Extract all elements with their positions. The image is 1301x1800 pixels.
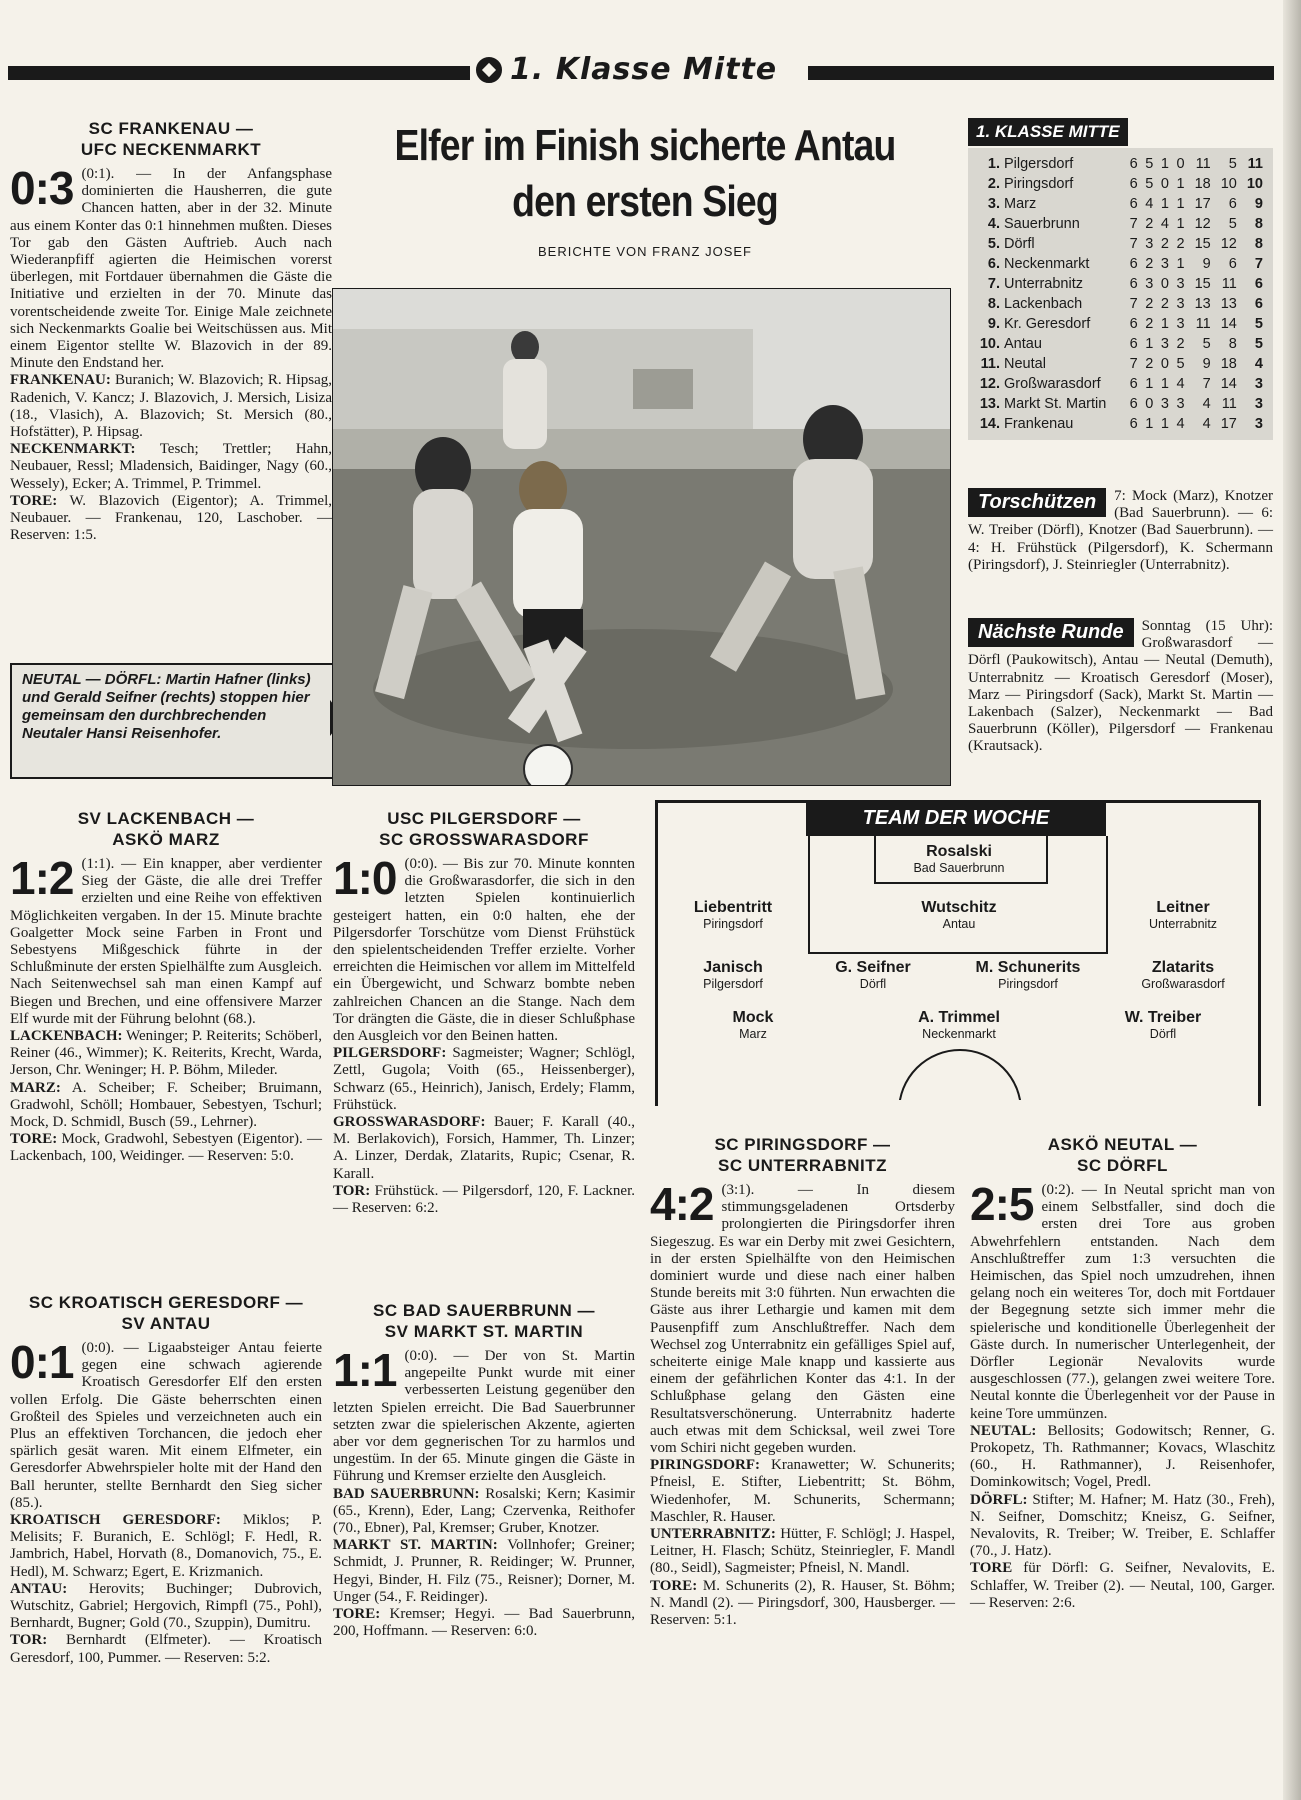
lineup-label: DÖRFL:	[970, 1491, 1028, 1508]
stat: 9	[1254, 196, 1263, 212]
photo-caption	[10, 663, 334, 779]
score: 0:3	[10, 162, 74, 214]
stat: 4	[1254, 356, 1263, 372]
lineup-label: UNTERRABNITZ:	[650, 1526, 776, 1543]
article-head: SV ANTAU	[121, 1314, 211, 1333]
stat: 3	[1145, 276, 1154, 292]
standings-row	[976, 234, 1265, 254]
goals-label: TOR:	[333, 1182, 371, 1199]
stat: 11	[1221, 276, 1237, 292]
score: 0:1	[10, 1336, 74, 1388]
team-name: Neutal	[1004, 356, 1046, 372]
standings-row	[976, 394, 1265, 414]
match-photo	[332, 288, 951, 786]
stat: 6	[1254, 296, 1263, 312]
stat: 11	[1195, 156, 1211, 172]
team-player: Leitner Unterrabnitz	[1148, 899, 1218, 931]
stat: 6	[1129, 376, 1138, 392]
article-head: SV LACKENBACH —	[77, 809, 255, 828]
stat: 5	[1145, 156, 1154, 172]
lineup-label: GROSSWARASDORF:	[333, 1114, 486, 1131]
stat: 8	[1228, 336, 1237, 352]
article-neutal	[970, 1134, 1275, 1612]
stat: 2	[1145, 256, 1154, 272]
stat: 2	[1145, 316, 1154, 332]
rank: 6.	[987, 256, 1000, 272]
stat: 7	[1254, 256, 1263, 272]
stat: 7	[1129, 296, 1138, 312]
team-name: Dörfl	[1004, 236, 1035, 252]
stat: 5	[1145, 176, 1154, 192]
article-head: SC GROSSWARASDORF	[379, 830, 589, 849]
lineup: Tesch; Trettler; Hahn, Neubauer, Ressl; Mladensich, Baidinger, Nagy (60., Wessely), Ecker; A. Trimmel, P. Trimmel.	[10, 441, 332, 492]
lineup-label: ANTAU:	[10, 1580, 68, 1597]
league-table	[968, 148, 1273, 440]
team-name: Frankenau	[1004, 416, 1074, 432]
score: 2:5	[970, 1178, 1034, 1230]
stat: 2	[1176, 236, 1185, 252]
score: 1:0	[333, 852, 397, 904]
lineup-label: FRANKENAU:	[10, 372, 111, 389]
standings-row	[976, 354, 1265, 374]
headline-byline: BERICHTE VON FRANZ JOSEF	[538, 244, 752, 259]
next-round-text: Sonntag (15 Uhr): Großwarasdorf — Dörfl (Paukowitsch), Antau — Neutal (Demuth), Unterrabnitz — Kroatisch Geresdorf (Moser), Marz — Piringsdorf (Sack), Markt St. Martin — Lakenbach (Salzer), Neckenmarkt — Bad Sauerbrunn (Köller), Pilgersdorf — Frankenau (Krautsack).	[968, 618, 1273, 755]
stat: 4	[1202, 416, 1211, 432]
stat: 18	[1194, 176, 1211, 192]
stat: 3	[1254, 416, 1263, 432]
team-player: Janisch Pilgersdorf	[703, 959, 763, 991]
standings-row	[976, 414, 1265, 434]
article-head: SC FRANKENAU —	[88, 119, 254, 138]
stat: 4	[1176, 416, 1185, 432]
team-name: Antau	[1004, 336, 1042, 352]
banner-bar-left	[8, 66, 470, 80]
lineup: Buranich; W. Blazovich; R. Hipsag, Radenich, V. Kancz; J. Blazovich, J. Mersich, Lisiza (18., Vlasich), A. Blazovich; St. Mersich (80., Hofstätter), P. Hipsag.	[10, 372, 332, 441]
page-edge	[1283, 0, 1301, 1800]
stat: 13	[1220, 296, 1237, 312]
stat: 4	[1202, 396, 1211, 412]
photo-caption-text: NEUTAL — DÖRFL: Martin Hafner (links) und Gerald Seifner (rechts) stoppen hier gemeinsam den durchbrechenden Neutaler Hansi Reisenhofer.	[22, 671, 311, 742]
article-lackenbach	[10, 808, 322, 1166]
stat: 1	[1176, 176, 1185, 192]
stat: 15	[1194, 236, 1211, 252]
headline	[345, 118, 945, 259]
rank: 3.	[987, 196, 1000, 212]
score: 4:2	[650, 1178, 714, 1230]
banner-title: 1. Klasse Mitte	[510, 52, 778, 87]
stat: 3	[1160, 336, 1169, 352]
stat: 6	[1129, 396, 1138, 412]
article-text: (3:1). — In diesem stimmungsgeladenen Ortsderby prolongierten die Piringsdorfer ihren Siegeszug. Es war ein Derby mit zwei Gesichtern, in der ersten Spielhälfte von den Heimischen dominiert wurde und diese nach einer halben Stunde bereits mit 3:0 führten. Nun erwachten die Gäste aus ihrer Lethargie und kamen mit dem Pausenpfiff zum Anschlußtreffer. Nach dem Wechsel zog Unterrabnitz ein gefälliges Spiel auf, scheiterte einige Male knapp und kassierte aus einem der gefährlichen Konter das 4:1. In der Schlußphase gelang den Gästen eine Resultatsverschönerung. Unterrabnitz haderte auch etwas mit dem Schicksal, weil zwei Tore vom Schiri nicht gegeben wurden.	[650, 1182, 955, 1457]
stat: 6	[1129, 176, 1138, 192]
article-text: (0:1). — In der Anfangsphase dominierten die Hausherren, die gute Chancen hatten, aber in der 32. Minute aus einem Konter das 0:1 hinnehmen mußten. Dieses Tor gab den Gästen Auftrieb. Auch nach Wiederanpfiff agierten die Heimischen vorerst überlegen, mit Fortdauer übernahmen die Gäste die Initiative und erzielten in der 70. Minute das vorentscheidende zweite Tor. Einige Male zeichnete sich Neckenmarkts Goalie bei Weitschüssen aus. Mit einem Eigentor stellte W. Blazovich in der 89. Minute den Endstand her.	[10, 166, 332, 372]
team-name: Lackenbach	[1004, 296, 1083, 312]
lineup: Miklos; P. Melisits; F. Buranich, E. Schlögl; F. Hedl, R. Jambrich, Habel, Horvath (8., Domanovich, 75., E. Hedl), M. Schwarz; Egert, E. Krizmanich.	[10, 1512, 323, 1580]
goals: W. Blazovich (Eigentor); A. Trimmel, Neubauer. — Frankenau, 120, Laschober. — Reserven: 1:5.	[10, 492, 333, 544]
standings-row	[976, 374, 1265, 394]
team-name: Pilgersdorf	[1004, 156, 1074, 172]
stat: 2	[1145, 296, 1154, 312]
article-head: SC BAD SAUERBRUNN —	[372, 1301, 595, 1320]
scorers-text: 7: Mock (Marz), Knotzer (Bad Sauerbrunn). — 6: W. Treiber (Dörfl), Knotzer (Bad Sauerbrunn). — 4: H. Frühstück (Pilgersdorf), K. Schermann (Piringsdorf), J. Steinriegler (Unterrabnitz).	[968, 488, 1273, 573]
stat: 1	[1176, 196, 1185, 212]
stat: 1	[1145, 336, 1154, 352]
lineup-label: BAD SAUERBRUNN:	[333, 1485, 480, 1502]
rank: 7.	[987, 276, 1000, 292]
scorers-label: Torschützen	[968, 488, 1106, 517]
goals: M. Schunerits (2), R. Hauser, St. Böhm; N. Mandl (2). — Piringsdorf, 300, Hausberger. — Reserven: 5:1.	[650, 1577, 956, 1629]
stat: 7	[1129, 356, 1138, 372]
article-text: (0:2). — In Neutal spricht man von einem Selbstfaller, sind doch die ersten drei Tore aus groben Abwehrfehlern entstanden. Nach dem Anschlußtreffer zum 1:3 versuchten die Heimischen, das Spiel noch umzudrehen, ihnen gelang noch ein weiteres Tor, doch mit Fortdauer der Begegnung setzte sich immer mehr die spielerische und konditionelle Überlegenheit der Gäste durch. In numerischer Unterlegenheit, der Dörfler Legionär Nevalovits wurde ausgeschlossen (77.), gelangen zwei weitere Tore. Neutal konnte die Überlegenheit vor der Pause in keine Tore ummünzen.	[970, 1182, 1275, 1422]
stat: 3	[1160, 256, 1169, 272]
stat: 1	[1160, 376, 1169, 392]
article-geresdorf	[10, 1292, 322, 1667]
goals-label: TORE:	[10, 492, 58, 509]
lineup-label: NECKENMARKT:	[10, 441, 136, 458]
rank: 2.	[987, 176, 1000, 192]
team-player: Mock Marz	[732, 1009, 774, 1041]
rank: 10.	[979, 336, 1000, 352]
rank: 1.	[987, 156, 1000, 172]
stat: 3	[1176, 296, 1185, 312]
goals-label: TORE:	[10, 1131, 58, 1148]
standings-row	[976, 254, 1265, 274]
standings-row	[976, 154, 1265, 174]
stat: 6	[1228, 256, 1237, 272]
stat: 17	[1194, 196, 1211, 212]
article-head: SC DÖRFL	[1077, 1156, 1168, 1175]
standings-row	[976, 194, 1265, 214]
stat: 6	[1129, 276, 1138, 292]
stat: 3	[1160, 396, 1169, 412]
lineup: Hütter, F. Schlögl; J. Haspel, Leitner, H. Flasch; Schütz, Steinriegler, F. Mandl (80., Seidl), Sagmeister; Pfneisl, N. Mandl.	[650, 1526, 955, 1577]
stat: 15	[1194, 276, 1211, 292]
stat: 6	[1254, 276, 1263, 292]
stat: 1	[1145, 376, 1154, 392]
lineup-label: LACKENBACH:	[10, 1028, 123, 1045]
goals-label: TORE:	[333, 1606, 381, 1623]
stat: 2	[1145, 216, 1154, 232]
score: 1:1	[333, 1344, 397, 1396]
team-player: M. Schunerits Piringsdorf	[975, 959, 1081, 991]
match-photo-image	[333, 289, 950, 785]
stat: 17	[1220, 416, 1237, 432]
team-of-week	[655, 800, 1261, 1106]
stat: 9	[1202, 256, 1211, 272]
stat: 4	[1176, 376, 1185, 392]
article-head: SC KROATISCH GERESDORF —	[28, 1293, 304, 1312]
stat: 2	[1145, 356, 1154, 372]
stat: 4	[1145, 196, 1154, 212]
stat: 6	[1129, 256, 1138, 272]
team-name: Neckenmarkt	[1004, 256, 1090, 272]
lineup: Sagmeister; Wagner; Schlögl, Zettl, Gugola; Voith (65., Heissenberger), Schwarz (65., Heinrich), Janisch, Erdely; Flamm, Frühstück.	[333, 1045, 635, 1113]
team-name: Sauerbrunn	[1004, 216, 1080, 232]
lineup-label: KROATISCH GERESDORF:	[10, 1512, 221, 1529]
stat: 1	[1160, 156, 1169, 172]
stat: 11	[1221, 396, 1237, 412]
stat: 8	[1254, 216, 1263, 232]
stat: 6	[1129, 316, 1138, 332]
banner-bar-right	[808, 66, 1274, 80]
stat: 3	[1254, 396, 1263, 412]
stat: 9	[1202, 356, 1211, 372]
standings-row	[976, 294, 1265, 314]
stat: 5	[1254, 336, 1263, 352]
lineup: Bellosits; Godowitsch; Renner, G. Prokopetz, Th. Rathmanner; Kovacs, Wlaschitz (60., H. Rathmanner), J. Reisenhofer, Dominkowitsch; Vogel, Predl.	[970, 1422, 1276, 1491]
goals: Kremser; Hegyi. — Bad Sauerbrunn, 200, Hoffmann. — Reserven: 6:0.	[333, 1606, 635, 1640]
lineup: Vollnhofer; Greiner; Schmidt, J. Prunner, R. Reidinger; W. Prunner, Hegyi, Binder, H. Filz (75., Reisner); Dorner, M. Unger (54., F. Reidinger).	[333, 1537, 635, 1605]
article-head: USC PILGERSDORF —	[387, 809, 581, 828]
article-text: (1:1). — Ein knapper, aber verdienter Sieg der Gäste, die alle drei Treffer erzielten und eine Reihe von effektiven Möglichkeiten vergaben. In der 15. Minute brachte Goalgetter Mock seine Farben in Front und Sebestyens Mißgeschick führte in der Schlußminute der ersten Spielhälfte zum Ausgleich. Nach Seitenwechsel sah man einen Kampf auf Biegen und Brechen, und eine offensivere Marzer Elf wurde mit der Führung belohnt (68.).	[10, 856, 322, 1027]
rank: 14.	[979, 416, 1000, 432]
standings-row	[976, 214, 1265, 234]
article-sauerbrunn	[333, 1300, 635, 1640]
lineup-label: NEUTAL:	[970, 1422, 1037, 1439]
rank: 12.	[979, 376, 1000, 392]
article-piringsdorf	[650, 1134, 955, 1629]
stat: 2	[1160, 296, 1169, 312]
next-round-box	[968, 618, 1273, 756]
stat: 13	[1194, 296, 1211, 312]
article-head: SC UNTERRABNITZ	[718, 1156, 887, 1175]
stat: 1	[1176, 216, 1185, 232]
stat: 1	[1160, 316, 1169, 332]
article-text: (0:0). — Ligaabsteiger Antau feierte gegen eine schwach agierende Kroatisch Geresdorfer Elf den ersten vollen Erfolg. Die Gäste beherrschten einen Großteil des Spieles und verzeichneten auch ein Plus an effektiven Torchancen, die jedoch eher spärlich gesät waren. Mit einem Elfmeter, ein Geresdorfer Abwehrspieler holte mit der Hand den Ball herunter, stellte Bernhardt den Sieg sicher (85.).	[10, 1340, 322, 1511]
stat: 1	[1160, 416, 1169, 432]
stat: 7	[1129, 236, 1138, 252]
article-head: ASKÖ MARZ	[112, 830, 220, 849]
stat: 2	[1160, 236, 1169, 252]
team-player: A. Trimmel Neckenmarkt	[918, 1009, 1000, 1041]
stat: 5	[1176, 356, 1185, 372]
stat: 0	[1160, 176, 1169, 192]
lineup-label: PIRINGSDORF:	[650, 1457, 761, 1474]
team-title-bar	[806, 800, 1106, 836]
next-round-label: Nächste Runde	[968, 618, 1134, 647]
rank: 9.	[987, 316, 1000, 332]
standings-row	[976, 314, 1265, 334]
stat: 3	[1176, 276, 1185, 292]
article-pilgersdorf	[333, 808, 635, 1217]
stat: 11	[1195, 316, 1211, 332]
article-text: (0:0). — Der von St. Martin angepeilte Punkt wurde mit einer verbesserten Leistung gegenüber den letzten Spielen erreicht. Die Bad Sauerbrunner setzten zwar die spielerischen Akzente, agierten aber vor dem gegnerischen Tor zu harmlos und ungestüm. In der 65. Minute gingen die Gäste in Führung und Kremser erzielte den Ausgleich.	[333, 1348, 635, 1485]
article-head: UFC NECKENMARKT	[80, 140, 262, 159]
stat: 1	[1145, 416, 1154, 432]
rank: 4.	[987, 216, 1000, 232]
team-title: TEAM DER WOCHE	[862, 807, 1050, 829]
lineup-label: MARZ:	[10, 1079, 61, 1096]
lineup: A. Scheiber; F. Scheiber; Bruimann, Gradwohl, Schöll; Hombauer, Sebestyen, Tschurl; Mock, D. Schmidl, Busch (59., Lehrner).	[10, 1079, 322, 1131]
article-text: (0:0). — Bis zur 70. Minute konnten die Großwarasdorfer, die sich in den letzten Spielen kontinuierlich gesteigert hatten, ein 0:0 halten, ehe der Pilgersdorfer Torschütze vom Dienst Frühstück den spielentscheidenden Treffer erzielte. Vorher erreichten die Heimischen vor allem im Mittelfeld ein Übergewicht, und Schwarz bombte neben zahlreichen Chancen an die Stange. Nach dem Tor drängten die Gäste, die in dieser Schlußphase den Ausgleich vor den Beinen hatten.	[333, 856, 635, 1045]
stat: 10	[1246, 176, 1263, 192]
standings-row	[976, 174, 1265, 194]
stat: 6	[1129, 416, 1138, 432]
lineup: Rosalski; Kern; Kasimir (65., Krenn), Eder, Lang; Czervenka, Reithofer (70., Ebner), Pal, Kremser; Gruber, Knotzer.	[333, 1485, 635, 1537]
league-table-title: 1. KLASSE MITTE	[968, 118, 1128, 146]
team-name: Unterrabnitz	[1004, 276, 1083, 292]
lineup: Stifter; M. Hafner; M. Hatz (30., Freh), N. Seifner, Domschitz; Kneisz, G. Seifner, Nevalovits, R. Treiber; W. Treiber, E. Schlaffer (70., J. Hatz).	[970, 1491, 1275, 1560]
stat: 3	[1176, 396, 1185, 412]
goals: Mock, Gradwohl, Sebestyen (Eigentor). — Lackenbach, 100, Weidinger. — Reserven: 5:0.	[10, 1131, 322, 1165]
team-player: W. Treiber Dörfl	[1124, 1009, 1202, 1041]
stat: 7	[1202, 376, 1211, 392]
rank: 5.	[987, 236, 1000, 252]
stat: 5	[1228, 156, 1237, 172]
team-name: Markt St. Martin	[1004, 396, 1107, 412]
rank: 11.	[980, 356, 1000, 372]
team-name: Piringsdorf	[1004, 176, 1074, 192]
lineup: Kranawetter; W. Schunerits; Pfneisl, E. Stifter, Liebentritt; St. Böhm, Wiedenhofer, M. Schunerits, Schermann; Maschler, R. Hauser.	[650, 1457, 955, 1525]
standings-row	[976, 334, 1265, 354]
rank: 13.	[979, 396, 1000, 412]
stat: 12	[1194, 216, 1211, 232]
lineup-label: MARKT ST. MARTIN:	[333, 1537, 498, 1554]
score: 1:2	[10, 852, 74, 904]
goals: für Dörfl: G. Seifner, Nevalovits, E. Schlaffer, W. Treiber (2). — Neutal, 100, Garger. — Reserven: 2:6.	[970, 1560, 1275, 1611]
stat: 12	[1220, 236, 1237, 252]
stat: 1	[1160, 196, 1169, 212]
standings-row	[976, 274, 1265, 294]
team-name: Marz	[1004, 196, 1037, 212]
stat: 3	[1254, 376, 1263, 392]
stat: 3	[1145, 236, 1154, 252]
article-head: SV MARKT ST. MARTIN	[384, 1322, 584, 1341]
lineup: Weninger; P. Reiterits; Schöberl, Reiner (46., Wimmer); K. Reiterits, Krecht, Warda, Jerson, Chr. Weninger; H. P. Böhm, Mileder.	[10, 1028, 323, 1079]
stat: 4	[1160, 216, 1169, 232]
stat: 6	[1228, 196, 1237, 212]
team-player: Liebentritt Piringsdorf	[693, 899, 773, 931]
lineup: Bauer; F. Karall (40., M. Berlakovich), Forsich, Hammer, Th. Linzer; A. Linzer, Derdak, Zlatarits, Rupic; Csenar, R. Karall.	[333, 1114, 635, 1182]
football-icon	[476, 57, 502, 83]
stat: 3	[1176, 316, 1185, 332]
article-head: SC PIRINGSDORF —	[714, 1135, 891, 1154]
stat: 0	[1145, 396, 1154, 412]
stat: 5	[1228, 216, 1237, 232]
stat: 1	[1176, 256, 1185, 272]
stat: 18	[1220, 356, 1237, 372]
stat: 11	[1247, 156, 1263, 172]
stat: 7	[1129, 216, 1138, 232]
stat: 6	[1129, 196, 1138, 212]
team-player: Wutschitz Antau	[921, 899, 997, 931]
goals-label: TORE:	[650, 1577, 698, 1594]
stat: 5	[1202, 336, 1211, 352]
lineup-label: PILGERSDORF:	[333, 1045, 447, 1062]
lineup: Herovits; Buchinger; Dubrovich, Wutschitz, Gabriel; Hergovich, Rimpfl (75., Pohl), Bernhardt, Bugner; Gold (70., Szuppin), Dumitru.	[10, 1580, 322, 1632]
stat: 6	[1129, 336, 1138, 352]
rank: 8.	[987, 296, 1000, 312]
stat: 0	[1160, 356, 1169, 372]
stat: 10	[1220, 176, 1237, 192]
goals-label: TOR:	[10, 1632, 48, 1649]
standings-table	[976, 154, 1265, 434]
article-frankenau	[10, 118, 332, 544]
team-player: Rosalski Bad Sauerbrunn	[913, 843, 1005, 875]
team-player: Zlatarits Großwarasdorf	[1141, 959, 1225, 991]
stat: 0	[1176, 156, 1185, 172]
stat: 5	[1254, 316, 1263, 332]
stat: 6	[1129, 156, 1138, 172]
team-name: Kr. Geresdorf	[1004, 316, 1091, 332]
headline-title: Elfer im Finish sicherte Antau den ersten Sieg	[394, 121, 896, 226]
stat: 14	[1220, 316, 1237, 332]
team-player: G. Seifner Dörfl	[835, 959, 911, 991]
stat: 0	[1160, 276, 1169, 292]
stat: 8	[1254, 236, 1263, 252]
article-head: ASKÖ NEUTAL —	[1047, 1135, 1198, 1154]
goals: Frühstück. — Pilgersdorf, 120, F. Lackner. — Reserven: 6:2.	[333, 1182, 635, 1217]
goals: Bernhardt (Elfmeter). — Kroatisch Geresdorf, 100, Pummer. — Reserven: 5:2.	[10, 1632, 322, 1666]
league-table-box	[968, 118, 1273, 440]
team-name: Großwarasdorf	[1004, 376, 1101, 392]
goals-label: TORE	[970, 1560, 1013, 1577]
stat: 14	[1220, 376, 1237, 392]
stat: 2	[1176, 336, 1185, 352]
banner	[476, 52, 777, 87]
scorers-box	[968, 488, 1273, 574]
